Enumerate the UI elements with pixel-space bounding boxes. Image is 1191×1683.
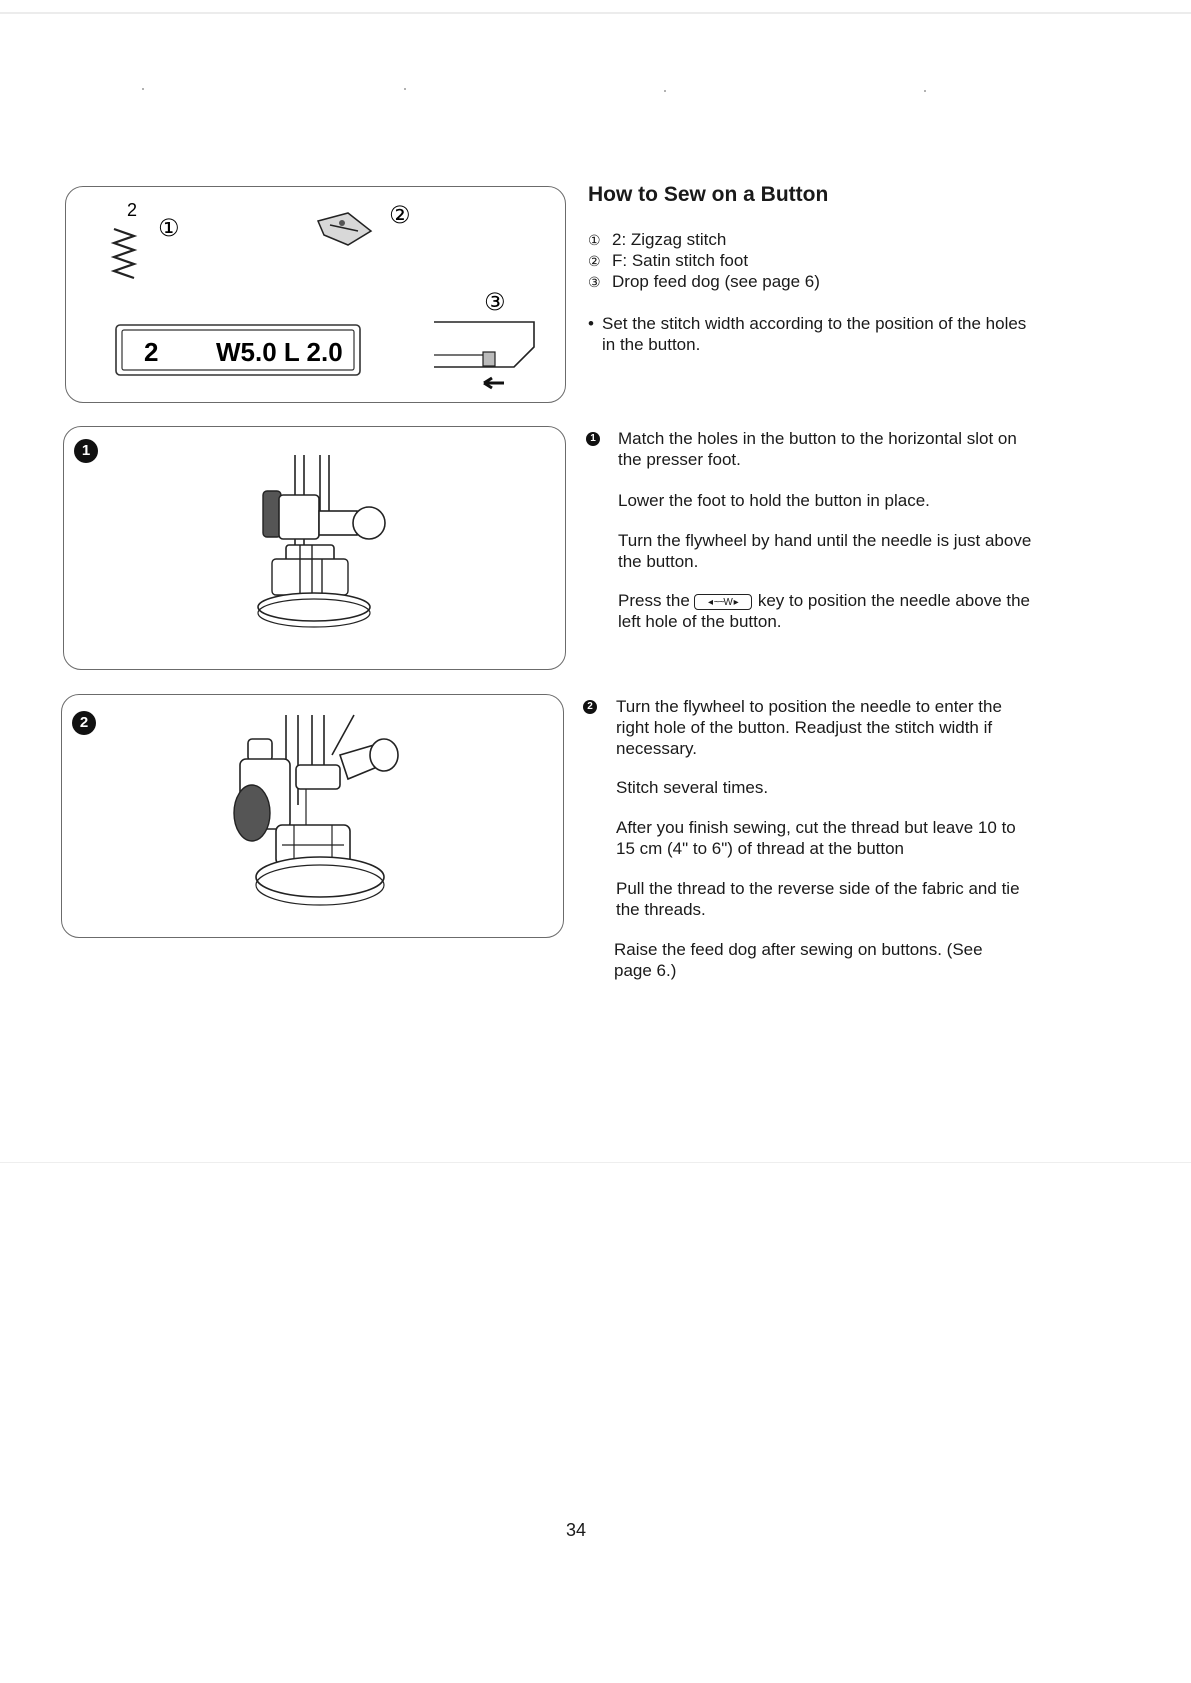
settings-figure-drawing bbox=[66, 187, 567, 404]
step2-paragraph1-line2: right hole of the button. Readjust the stitch width if bbox=[616, 718, 993, 737]
step2-paragraph1-line1: Turn the flywheel to position the needle to enter the bbox=[616, 697, 1002, 716]
step1-paragraph2: Lower the foot to hold the button in place. bbox=[618, 491, 930, 510]
step2-paragraph5-line2: page 6.) bbox=[614, 961, 677, 980]
step2-figure-badge: 2 bbox=[72, 711, 96, 735]
note-bullet: • bbox=[588, 314, 594, 333]
step2-marker: 2 bbox=[583, 700, 597, 714]
scan-speck bbox=[142, 88, 144, 90]
step2-paragraph3-line2: 15 cm (4" to 6") of thread at the button bbox=[616, 839, 905, 858]
setting-marker: ① bbox=[588, 232, 601, 248]
scan-speck bbox=[404, 88, 406, 90]
step2-paragraph1-line3: necessary. bbox=[616, 739, 697, 758]
setting-text: 2: Zigzag stitch bbox=[612, 230, 727, 249]
scan-speck bbox=[924, 90, 926, 92]
setting-row-feed-dog bbox=[588, 271, 820, 293]
scan-line bbox=[0, 1162, 1191, 1163]
step1-paragraph4-line2: left hole of the button. bbox=[618, 612, 782, 631]
feed-dog-switch-icon bbox=[434, 322, 534, 388]
step1-figure-panel bbox=[63, 426, 566, 670]
setting-text: F: Satin stitch foot bbox=[612, 251, 749, 270]
stitch-number-label: 2 bbox=[127, 200, 138, 220]
needle-position-key-icon: ◂ ~~W ▸ bbox=[694, 594, 752, 610]
step2-figure-panel bbox=[61, 694, 564, 938]
page-number: 34 bbox=[566, 1520, 587, 1540]
section-title: How to Sew on a Button bbox=[588, 183, 829, 206]
display-width-length: W5.0 L 2.0 bbox=[216, 337, 343, 367]
key-instruction-text: key to position the needle above the bbox=[757, 591, 1031, 610]
press-the-text: Press the bbox=[618, 591, 690, 610]
marker-2: ② bbox=[389, 201, 411, 229]
display-stitch-number: 2 bbox=[144, 337, 159, 367]
step1-paragraph3-line2: the button. bbox=[618, 552, 699, 571]
step2-paragraph2: Stitch several times. bbox=[616, 778, 769, 797]
presser-foot-angled-illustration bbox=[62, 695, 565, 939]
setting-marker: ② bbox=[588, 253, 601, 269]
step2-paragraph4-line1: Pull the thread to the reverse side of the fabric and tie bbox=[616, 879, 1020, 898]
step2-paragraph4-line2: the threads. bbox=[616, 900, 706, 919]
note-line-1: Set the stitch width according to the position of the holes bbox=[602, 314, 1027, 333]
marker-1: ① bbox=[158, 214, 180, 242]
step2-paragraph3-line1: After you finish sewing, cut the thread but leave 10 to bbox=[616, 818, 1016, 837]
setting-text: Drop feed dog (see page 6) bbox=[612, 272, 820, 291]
note-line-2: in the button. bbox=[602, 335, 701, 354]
zigzag-stitch-icon bbox=[114, 229, 134, 278]
setting-row-foot bbox=[588, 250, 748, 272]
step1-figure-badge: 1 bbox=[74, 439, 98, 463]
marker-3: ③ bbox=[484, 288, 506, 316]
step1-paragraph1-line2: the presser foot. bbox=[618, 450, 741, 469]
step2-paragraph5-line1: Raise the feed dog after sewing on buttons. (See bbox=[614, 940, 983, 959]
scan-speck bbox=[664, 90, 666, 92]
top-scan-line bbox=[0, 12, 1191, 14]
setting-marker: ③ bbox=[588, 274, 601, 290]
presser-foot-front-illustration bbox=[64, 427, 567, 671]
step1-paragraph4-line1 bbox=[618, 590, 1030, 611]
satin-foot-icon bbox=[318, 213, 371, 245]
step1-paragraph1-line1: Match the holes in the button to the horizontal slot on bbox=[618, 429, 1017, 448]
step1-paragraph3-line1: Turn the flywheel by hand until the needle is just above bbox=[618, 531, 1032, 550]
step1-marker: 1 bbox=[586, 432, 600, 446]
setting-row-stitch bbox=[588, 229, 726, 251]
settings-figure-panel bbox=[65, 186, 566, 403]
